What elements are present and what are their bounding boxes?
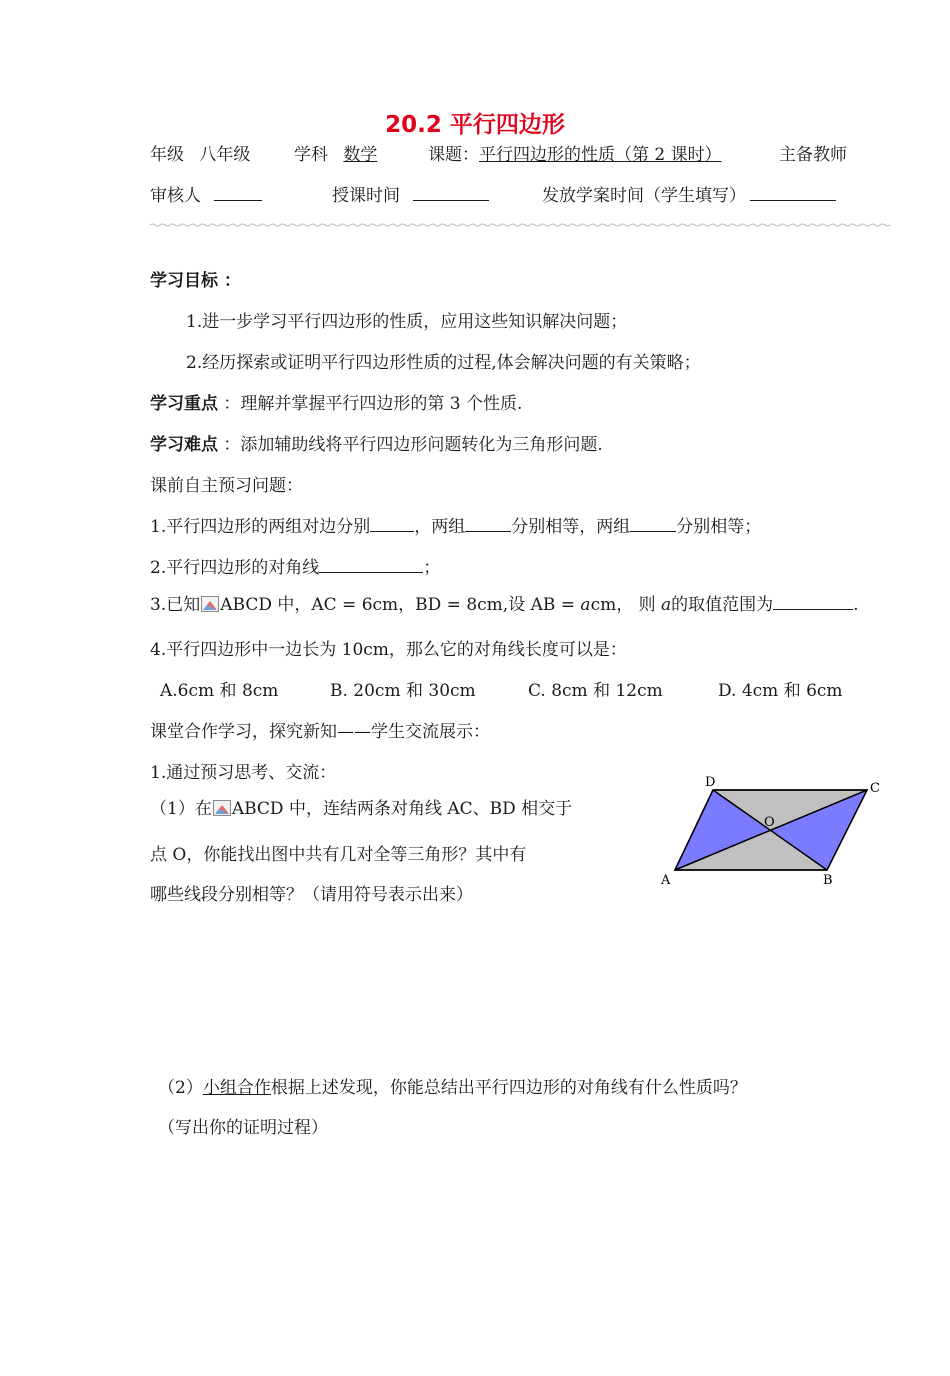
- q3-text-e: .: [853, 595, 859, 615]
- q3-variable-a-2: a: [661, 595, 672, 615]
- cooperation-q1-line2: 点 O，你能找出图中共有几对全等三角形？其中有: [150, 845, 527, 865]
- reviewer-field: [150, 181, 262, 206]
- q1-blank-1[interactable]: [370, 515, 414, 532]
- q3-text-b: ABCD 中，AC = 6cm，BD = 8cm,设 AB =: [220, 595, 581, 615]
- preview-question-4: 4.平行四边形中一边长为 10cm，那么它的对角线长度可以是：: [150, 640, 627, 660]
- grade-value: 八年级: [199, 145, 251, 165]
- cooperation-step-1: 1.通过预习思考、交流：: [150, 763, 337, 783]
- q1-text-d: 分别相等；: [676, 517, 762, 537]
- q3-text-d: 的取值范围为: [671, 595, 774, 615]
- option-a: A.6cm 和 8cm: [160, 681, 279, 701]
- header-divider: [150, 223, 890, 227]
- subject-label: 学科: [294, 145, 328, 165]
- teach-time-blank[interactable]: [413, 184, 489, 201]
- preview-question-1: [150, 512, 761, 537]
- q2-text-a: 2.平行四边形的对角线: [150, 558, 320, 578]
- vertex-label-c: C: [870, 781, 880, 796]
- q3-blank[interactable]: [773, 593, 853, 610]
- cooperation-q1-line1: [150, 794, 572, 819]
- coop-q1-text-b: ABCD 中，连结两条对角线 AC、BD 相交于: [231, 799, 573, 819]
- cooperation-q2-line1: [158, 1073, 747, 1098]
- teacher-label: 主备教师: [779, 145, 847, 165]
- preview-question-3: [150, 590, 859, 615]
- preview-question-2: [150, 553, 440, 578]
- q1-blank-2[interactable]: [465, 515, 511, 532]
- q1-text-a: 1.平行四边形的两组对边分别: [150, 517, 371, 537]
- goal-item-1: 1.进一步学习平行四边形的性质，应用这些知识解决问题；: [186, 312, 628, 332]
- goal-item-2: 2.经历探索或证明平行四边形性质的过程,体会解决问题的有关策略；: [186, 353, 701, 373]
- q1-blank-3[interactable]: [630, 515, 676, 532]
- q3-variable-a: a: [580, 595, 591, 615]
- preview-heading: 课前自主预习问题：: [150, 476, 303, 496]
- teach-time-label: 授课时间: [332, 186, 400, 206]
- topic-value: 平行四边形的性质（第 2 课时）: [479, 145, 722, 165]
- teach-time-field: [332, 181, 489, 206]
- parallelogram-symbol-icon: [201, 596, 219, 612]
- reviewer-label: 审核人: [150, 186, 201, 206]
- key-point-heading: 学习重点: [150, 394, 218, 414]
- difficulty-heading: 学习难点: [150, 435, 218, 455]
- handout-time-blank[interactable]: [750, 184, 836, 201]
- key-point: [150, 389, 522, 414]
- parallelogram-symbol-icon: [213, 800, 231, 816]
- vertex-label-d: D: [705, 775, 716, 790]
- key-point-text: ：理解并掌握平行四边形的第 3 个性质.: [223, 394, 523, 414]
- coop-q2-group-work: 小组合作: [202, 1078, 271, 1098]
- topic-field: [428, 140, 722, 165]
- grade-field: [150, 140, 250, 165]
- grade-label: 年级: [150, 145, 184, 165]
- parallelogram-figure: [655, 768, 887, 892]
- handout-time-field: [542, 181, 836, 206]
- coop-q1-text-a: （1）在: [150, 799, 212, 819]
- subject-field: [294, 140, 377, 165]
- cooperation-heading: 课堂合作学习，探究新知——学生交流展示：: [150, 722, 490, 742]
- subject-value: 数学: [343, 145, 378, 165]
- page-title: 20.2 平行四边形: [385, 112, 565, 138]
- option-b: B. 20cm 和 30cm: [330, 681, 476, 701]
- topic-label: 课题：: [428, 145, 479, 165]
- coop-q2-text-a: （2）: [158, 1078, 203, 1098]
- handout-time-label: 发放学案时间（学生填写）: [542, 186, 746, 206]
- center-label-o: O: [764, 815, 775, 830]
- q3-text-c: cm， 则: [590, 595, 662, 615]
- q3-text-a: 3.已知: [150, 595, 201, 615]
- option-c: C. 8cm 和 12cm: [528, 681, 663, 701]
- q1-text-c: 分别相等，两组: [511, 517, 631, 537]
- cooperation-q2-line2: （写出你的证明过程）: [158, 1118, 328, 1138]
- q1-text-b: ，两组: [414, 517, 466, 537]
- q2-text-b: ；: [423, 558, 441, 578]
- difficulty: [150, 430, 603, 455]
- reviewer-blank[interactable]: [214, 184, 262, 201]
- q2-blank[interactable]: [319, 556, 423, 573]
- goals-heading: 学习目标 ：: [150, 271, 241, 291]
- difficulty-text: ：添加辅助线将平行四边形问题转化为三角形问题.: [223, 435, 603, 455]
- cooperation-q1-line3: 哪些线段分别相等？（请用符号表示出来）: [150, 885, 473, 905]
- coop-q2-text-b: 根据上述发现，你能总结出平行四边形的对角线有什么性质吗？: [270, 1078, 747, 1098]
- option-d: D. 4cm 和 6cm: [718, 681, 843, 701]
- vertex-label-a: A: [661, 873, 671, 888]
- vertex-label-b: B: [823, 873, 833, 888]
